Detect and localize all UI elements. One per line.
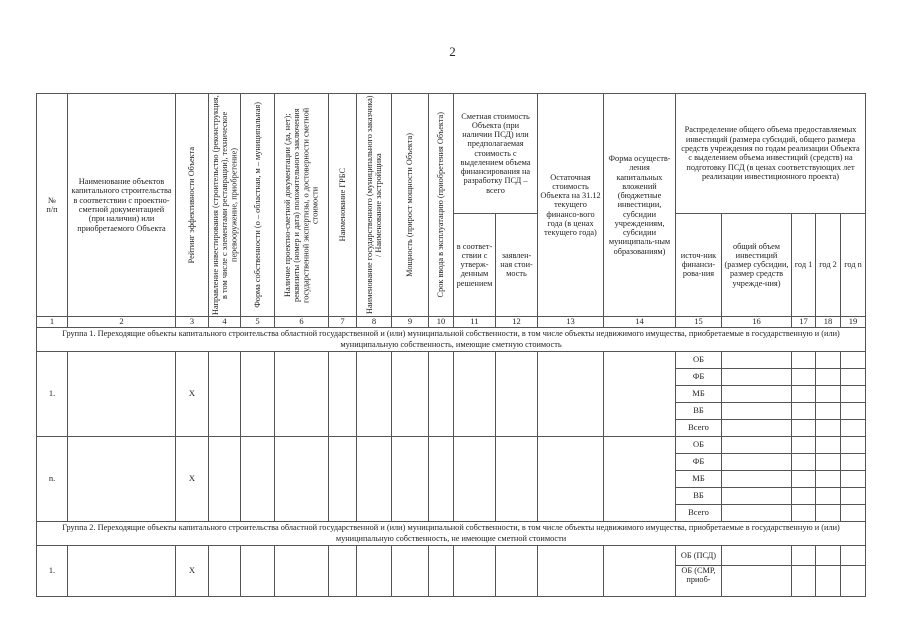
header-col-14: Форма осуществ-ления капитальных вложений (бюджетные инвестиции, субсидии учреждениям, субсидии муниципаль-ным образованиям)	[604, 94, 676, 317]
row-number: n.	[37, 437, 68, 522]
header-col-11: в соответ-ствии с утверж-денным решением	[454, 213, 496, 316]
column-number: 9	[392, 317, 429, 328]
column-number: 8	[357, 317, 392, 328]
funding-source: ОБ (СМР, приоб-	[676, 566, 722, 597]
funding-source: МБ	[676, 386, 722, 403]
header-col-3: Рейтинг эффективности Объекта	[176, 94, 209, 317]
header-col-7: Наименование ГРБС	[329, 94, 357, 317]
header-col-17: год 1	[792, 213, 816, 316]
group-2-title: Группа 2. Переходящие объекты капитального строительства областной государственной и (или) муниципальной собственности, в том числе объекты недвижимого имущества, приобретаемые в государственную и (или) муниципальную собственность, не имеющие сметной стоимости	[37, 522, 866, 546]
column-number: 13	[538, 317, 604, 328]
column-number: 15	[676, 317, 722, 328]
rating-cell: X	[176, 352, 209, 437]
header-col-6: Наличие проектно-сметной документации (да, нет); реквизиты (номер и дата) положительного заключения государственной экспертизы, о достоверности сметной стоимости	[275, 94, 329, 317]
funding-source: ОБ (ПСД)	[676, 546, 722, 566]
funding-source: ОБ	[676, 352, 722, 369]
rating-cell: X	[176, 437, 209, 522]
header-col-15: источ-ник финанси-рова-ния	[676, 213, 722, 316]
header-col-9: Мощность (прирост мощности Объекта)	[392, 94, 429, 317]
object-name-cell	[68, 546, 176, 597]
funding-source: ВБ	[676, 488, 722, 505]
row-number: 1.	[37, 352, 68, 437]
header-col-16: общий объем инвестиций (размер субсидии, размер средств учрежде-ния)	[722, 213, 792, 316]
header-col-8: Наименование государственного (муниципального заказчика) / Наименование застройщика	[357, 94, 392, 317]
column-number: 7	[329, 317, 357, 328]
column-number: 3	[176, 317, 209, 328]
column-number: 4	[209, 317, 241, 328]
rating-cell: X	[176, 546, 209, 597]
column-number: 16	[722, 317, 792, 328]
investment-table	[36, 93, 866, 597]
header-col-10: Срок ввода в эксплуатацию (приобретения Объекта)	[429, 94, 454, 317]
funding-source: ФБ	[676, 454, 722, 471]
object-name-cell	[68, 352, 176, 437]
column-number: 6	[275, 317, 329, 328]
column-number: 11	[454, 317, 496, 328]
column-number: 18	[816, 317, 841, 328]
column-number: 1	[37, 317, 68, 328]
column-number: 2	[68, 317, 176, 328]
column-number: 10	[429, 317, 454, 328]
header-col-13: Остаточная стоимость Объекта на 31.12 текущего финансо-вого года (в ценах текущего года)	[538, 94, 604, 317]
header-col-15-19: Распределение общего объема предоставляемых инвестиций (размера субсидий, общего размера средств учреждения по годам реализации Объекта с выделением объема инвестиций (средств) на подготовку ПСД (в ценах соответствующих лет реализации инвестиционного проекта)	[676, 94, 866, 214]
funding-source: МБ	[676, 471, 722, 488]
funding-source: ФБ	[676, 369, 722, 386]
header-col-18: год 2	[816, 213, 841, 316]
header-col-4: Направление инвестирования (строительство (реконструкция, в том числе с элементами реставрации), техническое перевооружение, приобретение)	[209, 94, 241, 317]
funding-source: ОБ	[676, 437, 722, 454]
column-number: 12	[496, 317, 538, 328]
object-name-cell	[68, 437, 176, 522]
column-numbers-row	[37, 317, 866, 328]
column-number: 19	[841, 317, 866, 328]
header-col-11-12: Сметная стоимость Объекта (при наличии ПСД) или предполагаемая стоимость с выделением объема финансирования на разработку ПСД – всего	[454, 94, 538, 214]
page-number: 2	[449, 44, 456, 59]
header-col-5: Форма собственности (о – областная, м – муниципальная)	[241, 94, 275, 317]
row-number: 1.	[37, 546, 68, 597]
header-col-19: год n	[841, 213, 866, 316]
group-1-title: Группа 1. Переходящие объекты капитального строительства областной государственной и (или) муниципальной собственности, в том числе объекты недвижимого имущества, приобретаемые в государственную и (или) муниципальную собственность, имеющие сметную стоимость	[37, 328, 866, 352]
header-col-2: Наименование объектов капитального строительства в соответствии с проектно-сметной документацией (при наличии) или приобретаемого Объекта	[68, 94, 176, 317]
column-number: 17	[792, 317, 816, 328]
column-number: 14	[604, 317, 676, 328]
column-number: 5	[241, 317, 275, 328]
funding-source: ВБ	[676, 403, 722, 420]
funding-source: Всего	[676, 505, 722, 522]
header-col-1: № п/п	[37, 94, 68, 317]
funding-source: Всего	[676, 420, 722, 437]
header-col-12: заявлен-ная стои-мость	[496, 213, 538, 316]
